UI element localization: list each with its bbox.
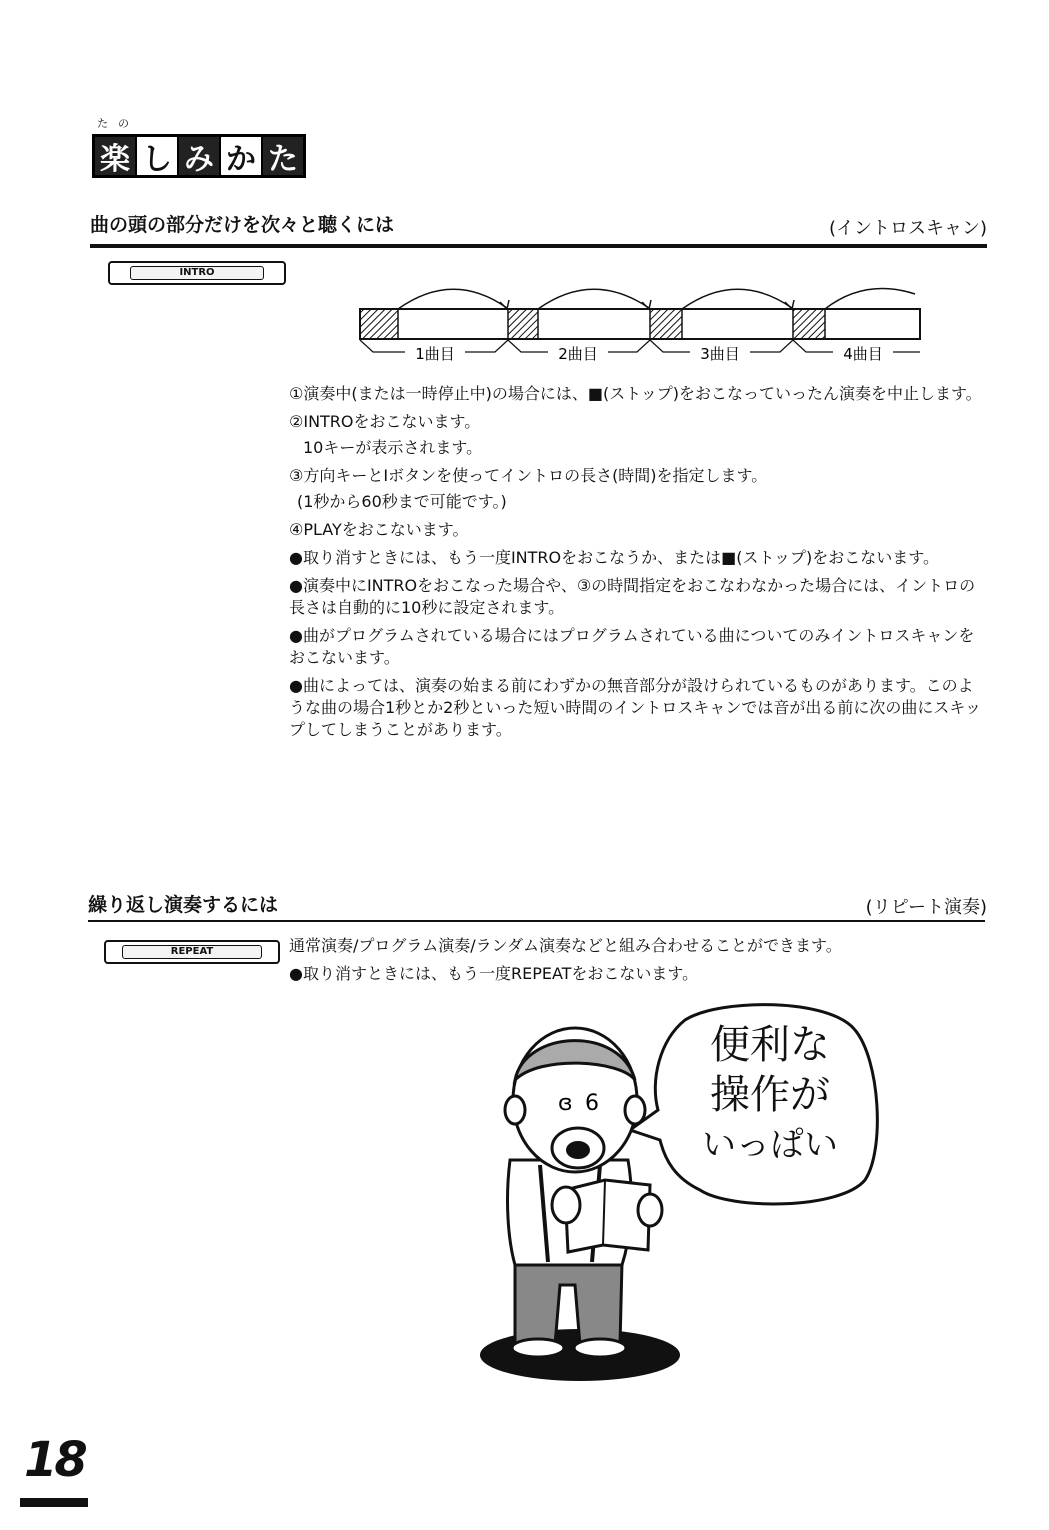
track-bar [360,309,920,339]
diagram-label-3: 3曲目 [700,345,740,363]
skip-arrow-3 [682,289,792,309]
skip-arrow-2 [538,289,649,309]
skip-arrow-4 [825,289,915,309]
step-3-sub: (1秒から60秒まで可能です。) [297,492,507,511]
intro-segment-4 [793,309,825,339]
repeat-line-1: 通常演奏/プログラム演奏/ランダム演奏などと組み合わせることができます。 [289,936,842,955]
intro-segment-1 [360,309,398,339]
bullet-2: ●演奏中にINTROをおこなった場合や、③の時間指定をおこなわなかった場合には、イントロの長さは自動的に10秒に設定されます。 [289,576,976,617]
bubble-line-1: 便利な [710,1022,830,1068]
repeat-instructions [289,935,989,989]
svg-text:6: 6 [585,1091,599,1116]
title-char-5: た [263,137,303,175]
repeat-note: (リピート演奏) [865,897,987,918]
title-char-3: み [179,137,221,175]
step-3: ③方向キーとIボタンを使ってイントロの長さ(時間)を指定します。 [289,466,768,485]
step-2: ②INTROをおこないます。 [289,412,481,431]
title-char-2: し [137,137,179,175]
svg-text:ɞ: ɞ [558,1091,573,1116]
repeat-key-label: REPEAT [122,945,262,959]
intro-instructions [289,383,989,745]
intro-key-button[interactable] [108,261,286,285]
bubble-line-3: いっぱい [702,1125,838,1165]
intro-segment-2 [508,309,538,339]
bullet-4: ●曲によっては、演奏の始まる前にわずかの無音部分が設けられているものがあります。このような曲の場合1秒とか2秒といった短い時間のイントロスキャンでは音が出る前に次の曲にスキップしてしまうことがあります。 [289,676,982,739]
skip-arrow-1 [398,289,507,309]
diagram-label-4: 4曲目 [843,345,883,363]
intro-rule [90,244,987,248]
intro-scan-diagram [355,282,925,367]
title-char-1: 楽 [95,137,137,175]
diagram-label-2: 2曲目 [558,345,598,363]
page-number: 18 [24,1432,85,1488]
step-1: ①演奏中(または一時停止中)の場合には、■(ストップ)をおこなっていったん演奏を中止します。 [289,384,982,403]
intro-heading: 曲の頭の部分だけを次々と聴くには [90,214,395,236]
step-4: ④PLAYをおこないます。 [289,520,469,539]
title-char-4: か [221,137,263,175]
bullet-3: ●曲がプログラムされている場合にはプログラムされている曲についてのみイントロスキャンをおこないます。 [289,626,975,667]
repeat-line-2: ●取り消すときには、もう一度REPEATをおこないます。 [289,964,699,983]
title-ruby: たの [97,117,139,130]
speech-bubble-text [670,1020,870,1170]
repeat-key-button[interactable] [104,940,280,964]
page-number-rule [20,1498,88,1507]
page-title [92,134,306,178]
bubble-line-2: 操作が [710,1072,830,1118]
repeat-heading: 繰り返し演奏するには [88,894,279,916]
intro-note: (イントロスキャン) [828,218,987,239]
diagram-label-1: 1曲目 [415,345,455,363]
step-2-sub: 10キーが表示されます。 [303,438,483,457]
intro-key-label: INTRO [130,266,263,280]
repeat-rule [88,920,985,922]
bullet-1: ●取り消すときには、もう一度INTROをおこなうか、または■(ストップ)をおこないます。 [289,548,939,567]
intro-segment-3 [650,309,682,339]
